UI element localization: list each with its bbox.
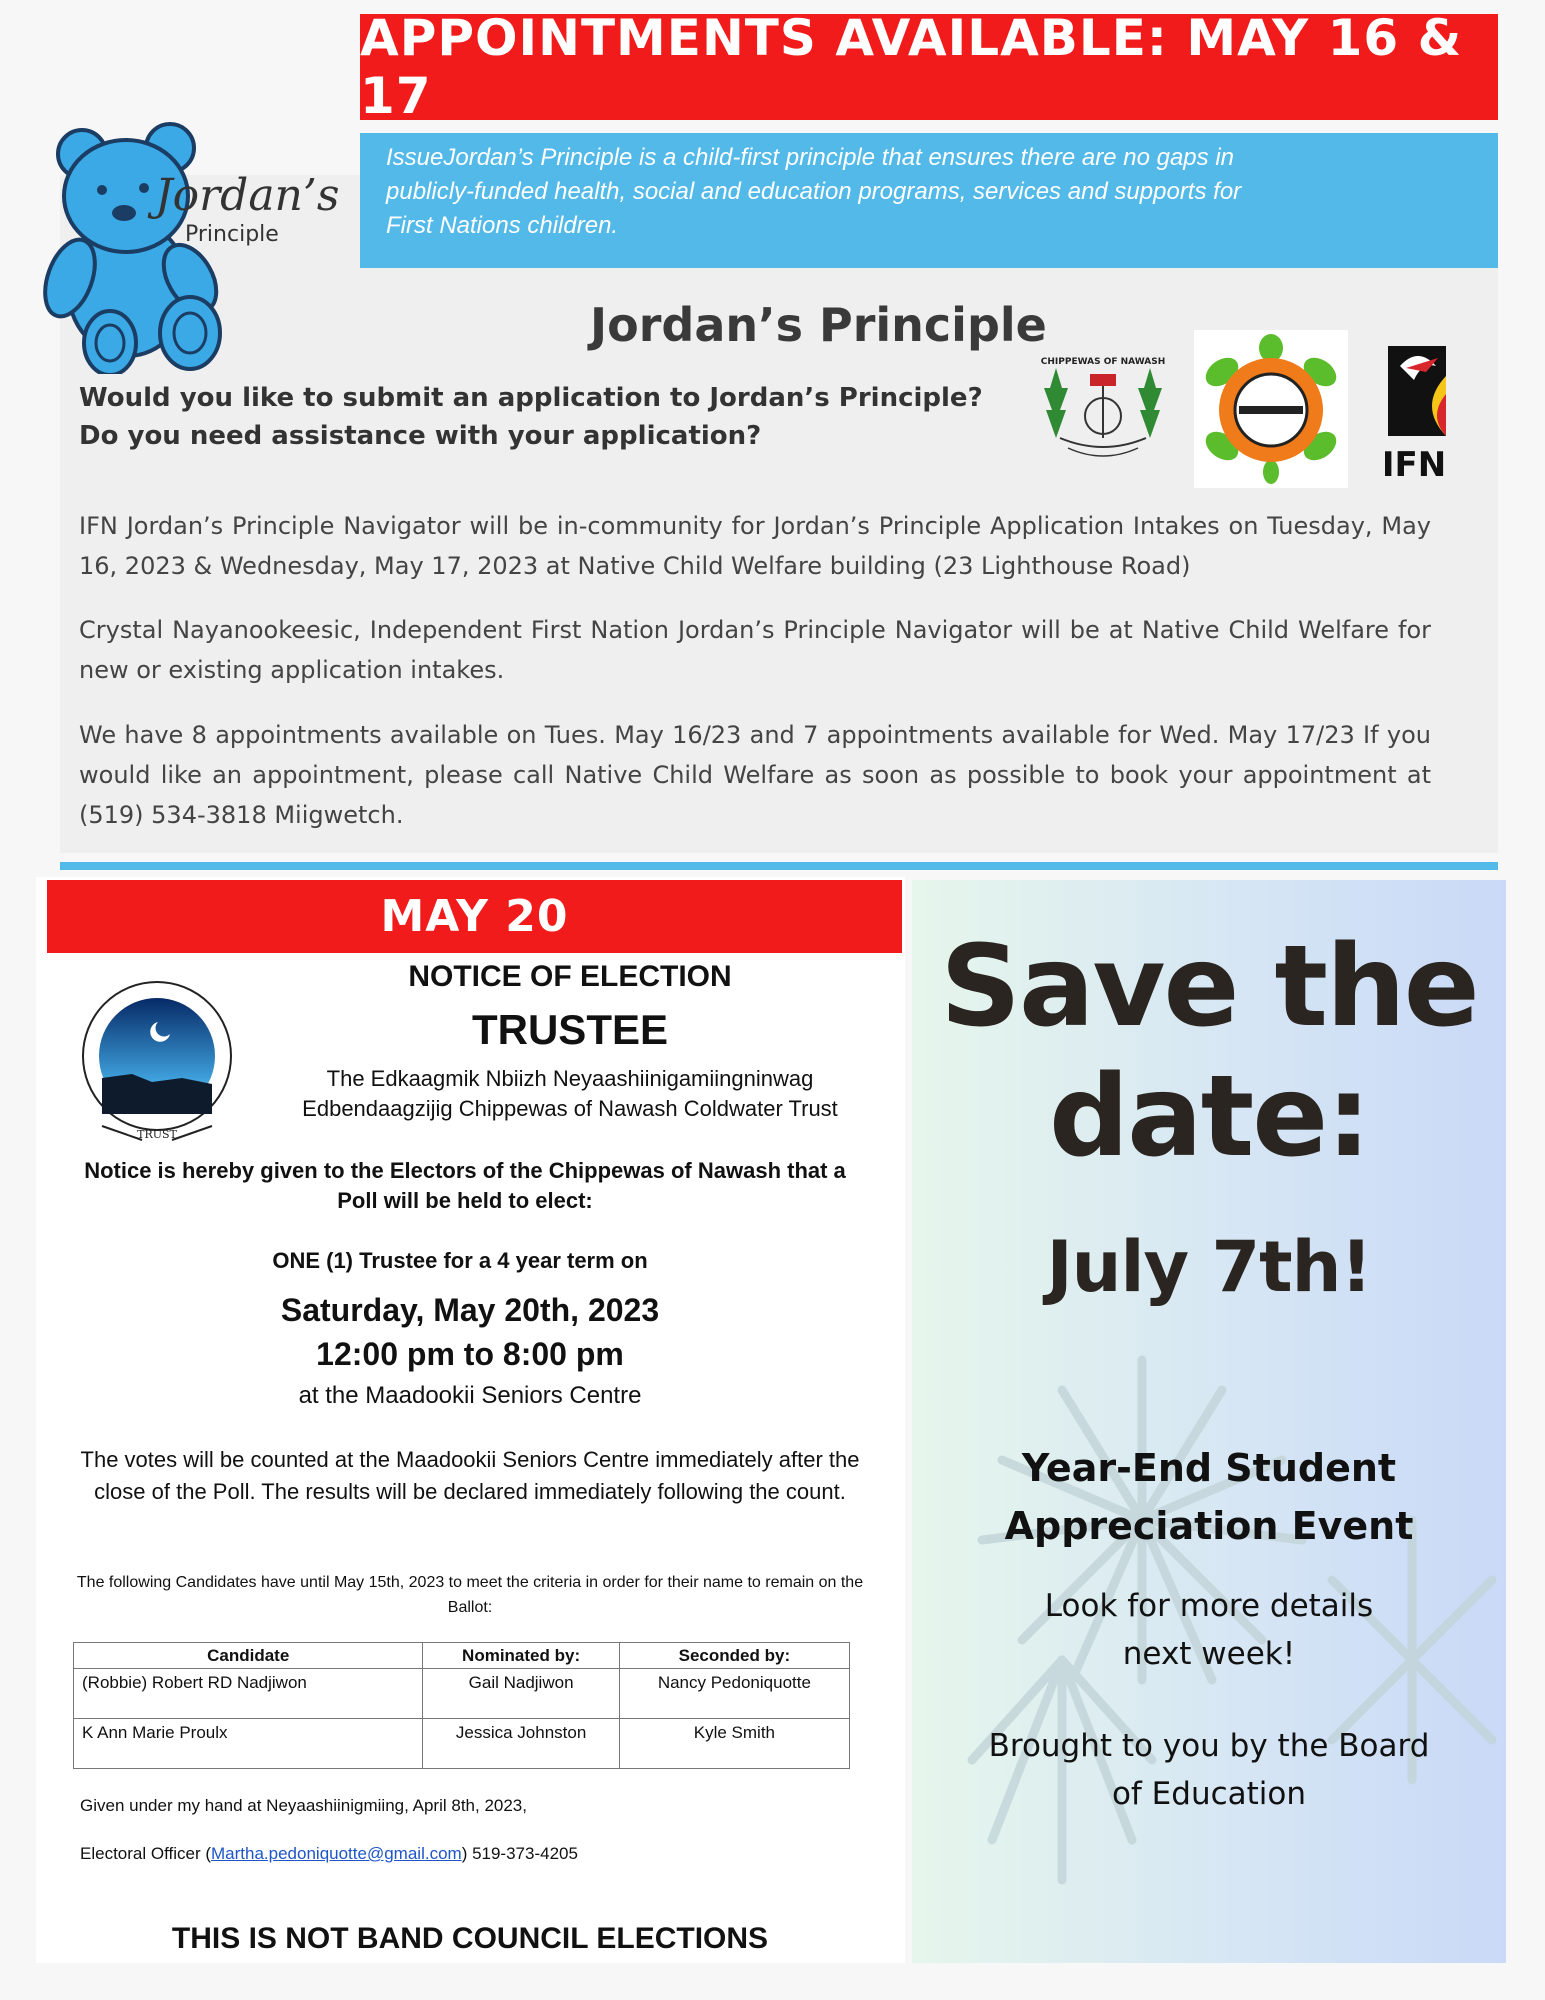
seconded-cell: Kyle Smith [619,1719,849,1769]
section-title: Jordan’s Principle [590,298,1047,352]
officer-suffix: ) 519-373-4205 [461,1844,578,1863]
question-2: Do you need assistance with your application? [79,421,762,451]
position-line: ONE (1) Trustee for a 4 year term on [272,1248,648,1273]
election-date: Saturday, May 20th, 2023 [280,1292,660,1328]
vote-counting-note: The votes will be counted at the Maadookii Seniors Centre immediately after the close of the Poll. The results will be declared immediately following the count. [80,1447,860,1504]
notice-heading: NOTICE OF ELECTION [408,960,732,993]
intro-line: First Nations children. [386,212,619,239]
intro-line: publicly-funded health, social and education programs, services and supports for [386,178,1242,205]
column-header: Seconded by: [619,1643,849,1669]
candidate-cell: (Robbie) Robert RD Nadjiwon [74,1669,423,1719]
seconded-cell: Nancy Pedoniquotte [619,1669,849,1719]
column-header: Candidate [74,1643,423,1669]
turtle-icon [1194,330,1348,488]
logo-subtitle: Principle [185,222,279,247]
intro-box [360,133,1498,268]
save-the-date-heading-2: date: [1048,1052,1370,1182]
candidates-note: The following Candidates have until May 15th, 2023 to meet the criteria in order for their name to remain on the Ballot: [76,1574,864,1616]
paragraph-crystal: Crystal Nayanookeesic, Independent First Nation Jordan’s Principle Navigator will be at Native Child Welfare for new or existing application intakes. [79,616,1431,684]
electoral-officer [80,1844,578,1864]
chippewas-of-nawash-logo [1038,350,1168,470]
trust-name-line-2: Edbendaagzijig Chippewas of Nawash Coldwater Trust [302,1096,838,1121]
table-header-row [74,1643,850,1669]
section-divider [60,862,1498,870]
column-header: Nominated by: [423,1643,619,1669]
turtle-logo [1194,330,1348,488]
may-20-banner: MAY 20 [47,880,902,953]
officer-prefix: Electoral Officer ( [80,1844,212,1863]
nawash-logo-text: CHIPPEWAS OF NAWASH [1040,357,1166,367]
save-the-date-heading-1: Save the [940,922,1478,1052]
jordans-principle-logo [40,118,340,374]
candidate-cell: K Ann Marie Proulx [74,1719,423,1769]
save-the-date-panel [912,880,1506,1963]
logo-wordmark: Jordan’s [155,170,340,221]
intro-line: IssueJordan’s Principle is a child-first principle that ensures there are no gaps in [386,144,1234,171]
election-location: at the Maadookii Seniors Centre [298,1382,642,1409]
ifn-logo [1378,336,1450,486]
sponsor-line-1: Brought to you by the Board [988,1728,1430,1764]
nominated-cell: Jessica Johnston [423,1719,619,1769]
ifn-logo-text: IFN [1381,445,1447,485]
table-row [74,1669,850,1719]
question-1: Would you like to submit an application to Jordan’s Principle? [79,383,983,413]
notice-statement: Notice is hereby given to the Electors of the Chippewas of Nawash that a Poll will be held to elect: [84,1158,846,1213]
details-line-1: Look for more details [1044,1588,1374,1624]
event-name-line-1: Year-End Student [1021,1446,1397,1490]
nominated-cell: Gail Nadjiwon [423,1669,619,1719]
trust-logo [72,978,242,1148]
candidates-table [73,1642,850,1769]
paragraph-appointments: We have 8 appointments available on Tues. May 16/23 and 7 appointments available for Wed. May 17/23 If you would like an appointment, please call Native Child Welfare as soon as possible to book your appointment at (519) 534-3818 Miigwetch. [79,721,1431,829]
event-date: July 7th! [1046,1226,1372,1308]
details-line-2: next week! [1122,1636,1296,1672]
not-band-council-note: THIS IS NOT BAND COUNCIL ELECTIONS [171,1922,769,1955]
paragraph-navigator: IFN Jordan’s Principle Navigator will be in-community for Jordan’s Principle Application Intakes on Tuesday, May 16, 2023 & Wednesday, May 17, 2023 at Native Child Welfare building (23 Lighthouse Road) [79,512,1431,580]
given-under-hand: Given under my hand at Neyaashiinigmiing, April 8th, 2023, [80,1796,527,1815]
sponsor-line-2: of Education [1111,1776,1307,1812]
election-time: 12:00 pm to 8:00 pm [316,1336,624,1372]
trust-name-line-1: The Edkaagmik Nbiizh Neyaashiinigamiingninwag [326,1066,814,1091]
trust-logo-text: TRUST [137,1128,177,1141]
notice-subheading: TRUSTEE [471,1006,668,1053]
table-row [74,1719,850,1769]
officer-email-link[interactable]: Martha.pedoniquotte@gmail.com [211,1844,462,1863]
appointments-banner: APPOINTMENTS AVAILABLE: MAY 16 & 17 [360,14,1498,120]
event-name-line-2: Appreciation Event [1004,1504,1414,1548]
